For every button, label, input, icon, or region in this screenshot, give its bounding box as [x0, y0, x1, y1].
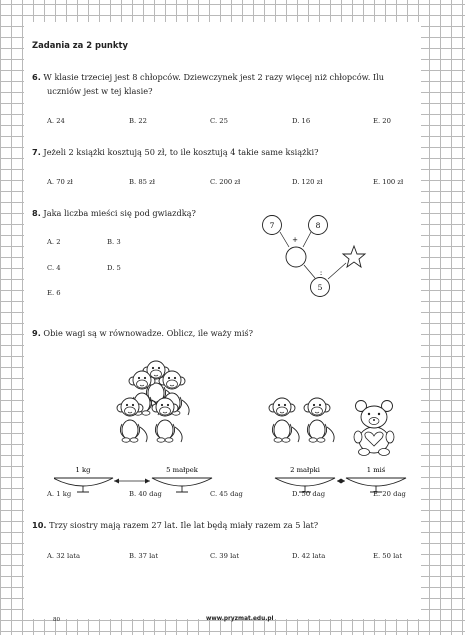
- answer-option[interactable]: C. 200 zł: [210, 178, 241, 186]
- answer-option[interactable]: E. 20: [373, 117, 391, 125]
- answer-option[interactable]: D. 120 zł: [292, 178, 323, 186]
- question-text: Obie wagi są w równowadze. Oblicz, ile waży miś?: [43, 328, 254, 338]
- answer-option[interactable]: D. 5: [107, 264, 121, 272]
- answer-option[interactable]: A. 2: [47, 238, 61, 246]
- question-number: 10.: [32, 520, 47, 530]
- question-text-continued: uczniów jest w tej klasie?: [47, 86, 153, 96]
- arrow-line: [304, 265, 315, 278]
- question-text: W klasie trzeciej jest 8 chłopców. Dziewczynek jest 2 razy więcej niż chłopców. Ilu: [43, 72, 385, 82]
- answer-option[interactable]: E. 20 dag: [373, 490, 406, 498]
- answer-option[interactable]: E. 6: [47, 289, 61, 297]
- question-number: 7.: [32, 147, 41, 157]
- arrow-line: [280, 232, 289, 247]
- question-text: Jaka liczba mieści się pod gwiazdką?: [43, 208, 196, 218]
- answer-option[interactable]: A. 1 kg: [47, 490, 72, 498]
- arrow-line: [303, 232, 311, 247]
- answer-option[interactable]: C. 45 dag: [210, 490, 243, 498]
- answer-option[interactable]: C. 4: [47, 264, 61, 272]
- answer-option[interactable]: C. 25: [210, 117, 228, 125]
- empty-circle-node: [286, 247, 306, 267]
- answer-option[interactable]: C. 39 lat: [210, 552, 240, 560]
- question-number: 8.: [32, 208, 41, 218]
- star-icon: [343, 246, 365, 267]
- answer-option[interactable]: B. 22: [129, 117, 147, 125]
- scale-label: 5 małpek: [166, 466, 198, 474]
- node-value: 8: [315, 221, 321, 230]
- section-title: Zadania za 2 punkty: [32, 40, 128, 50]
- node-value: 5: [317, 283, 323, 292]
- question-number: 6.: [32, 72, 41, 82]
- operator-symbol: :: [319, 269, 323, 277]
- scale-label: 1 kg: [75, 466, 91, 474]
- scale-label: 1 miś: [366, 466, 386, 474]
- monkey-image: [304, 398, 334, 442]
- answer-option[interactable]: B. 85 zł: [129, 178, 155, 186]
- answer-option[interactable]: D. 16: [292, 117, 311, 125]
- teddy-bear-image: [354, 401, 394, 456]
- number-puzzle-diagram: [254, 210, 374, 300]
- question-text: Jeżeli 2 książki kosztują 50 zł, to ile kosztują 4 takie same książki?: [43, 147, 319, 157]
- answer-option[interactable]: A. 24: [47, 117, 65, 125]
- node-value: 7: [269, 221, 275, 230]
- question-number: 9.: [32, 328, 41, 338]
- balance-scales-illustration: [54, 347, 414, 503]
- answer-option[interactable]: E. 100 zł: [373, 178, 404, 186]
- scale-label: 2 małpki: [290, 466, 320, 474]
- answer-option[interactable]: E. 50 lat: [373, 552, 403, 560]
- answer-option[interactable]: B. 37 lat: [129, 552, 159, 560]
- answer-option[interactable]: A. 32 lata: [47, 552, 81, 560]
- question-text: Trzy siostry mają razem 27 lat. Ile lat będą miały razem za 5 lat?: [49, 520, 319, 530]
- answer-option[interactable]: B. 40 dag: [129, 490, 162, 498]
- answer-option[interactable]: B. 3: [107, 238, 121, 246]
- operator-symbol: +: [292, 236, 298, 244]
- answer-option[interactable]: D. 42 lata: [292, 552, 326, 560]
- page-number: 80: [53, 617, 61, 623]
- worksheet-page: [24, 22, 421, 619]
- arrow-line: [328, 263, 346, 279]
- answer-option[interactable]: D. 50 dag: [292, 490, 326, 498]
- answer-option[interactable]: A. 70 zł: [47, 178, 73, 186]
- publisher-url[interactable]: www.pryzmat.edu.pl: [206, 616, 274, 622]
- monkey-image: [269, 398, 299, 442]
